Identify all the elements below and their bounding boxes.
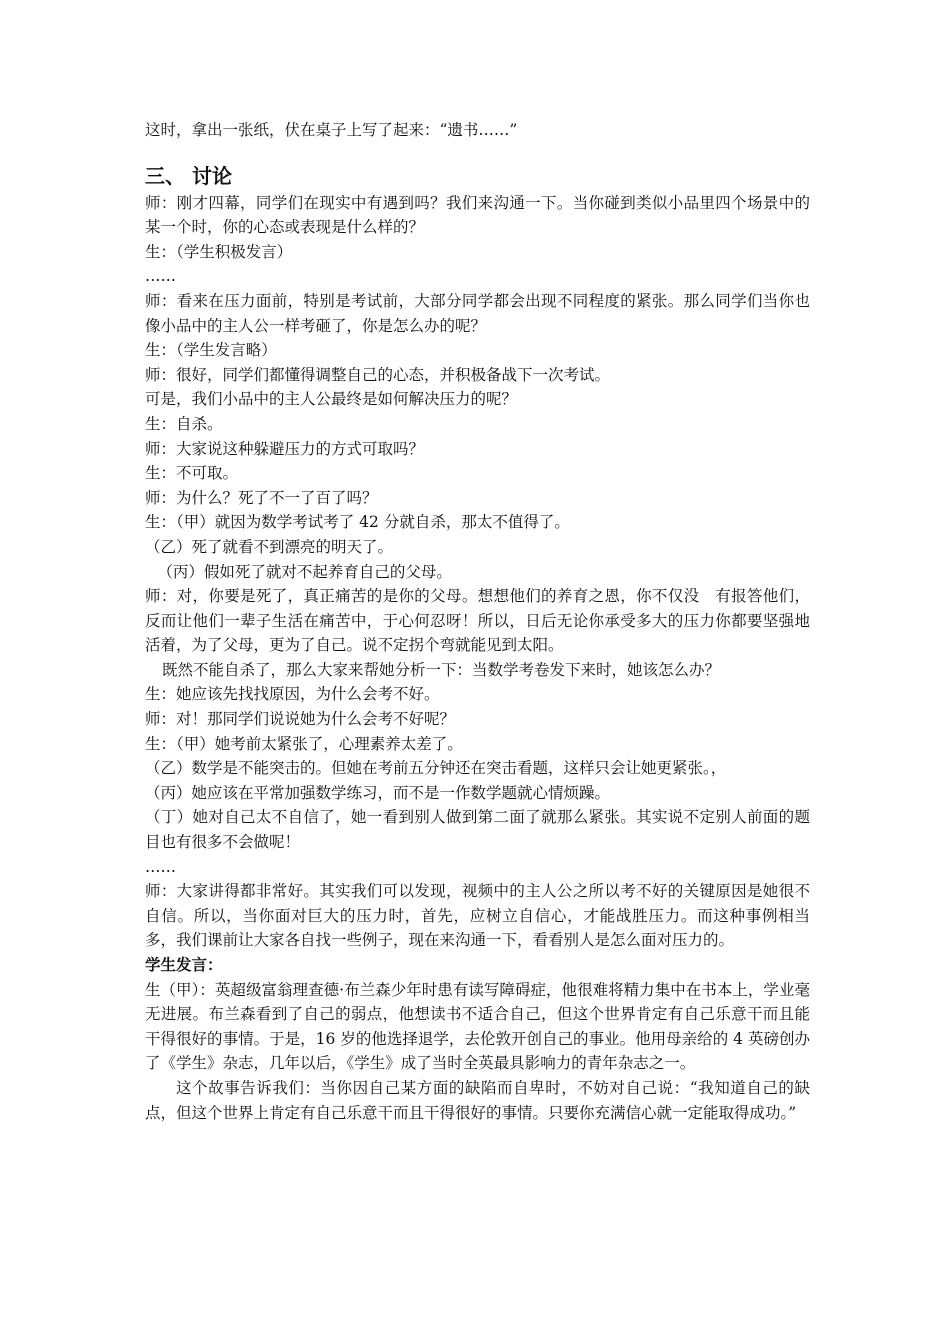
paragraph: （丁）她对自己太不自信了，她一看到别人做到第二面了就那么紧张。其实说不定别人前面的题目也有很多不会做呢！ xyxy=(145,808,810,852)
paragraph: 师：对，你要是死了，真正痛苦的是你的父母。想想他们的养育之恩，你不仅没 有报答他们，反而让他们一辈子生活在痛苦中，于心何忍呀！所以，日后无论你承受多大的压力你都要坚强地活着，为了父母，更为了自己。说不定拐个弯就能见到太阳。 xyxy=(145,587,810,655)
document-page xyxy=(145,118,810,1125)
paragraph: 生：（学生发言略） xyxy=(145,341,277,360)
paragraph: 生：自杀。 xyxy=(145,414,223,433)
paragraph: 师：大家说这种躲避压力的方式可取吗？ xyxy=(145,439,425,458)
paragraph: 生：不可取。 xyxy=(145,464,239,483)
ellipsis: …… xyxy=(145,267,176,286)
intro-line: 这时，拿出一张纸，伏在桌子上写了起来：“遗书……” xyxy=(145,121,518,139)
student-speech-label: 学生发言： xyxy=(145,956,223,974)
paragraph: 生：（甲）她考前太紧张了，心理素养太差了。 xyxy=(145,734,463,753)
paragraph: 既然不能自杀了，那么大家来帮她分析一下：当数学考卷发下来时，她该怎么办？ xyxy=(162,660,721,679)
paragraph: 师：很好，同学们都懂得调整自己的心态，并积极备战下一次考试。 xyxy=(145,365,611,384)
ellipsis: …… xyxy=(145,857,176,876)
paragraph: 师：刚才四幕，同学们在现实中有遇到吗？我们来沟通一下。当你碰到类似小品里四个场景中的某一个时，你的心态或表现是什么样的？ xyxy=(145,193,810,237)
paragraph: 师：对！那同学们说说她为什么会考不好呢？ xyxy=(145,710,456,729)
conclusion-paragraph: 这个故事告诉我们：当你因自己某方面的缺陷而自卑时，不妨对自己说：“我知道自己的缺点，但这个世界上肯定有自己乐意干而且干得很好的事情。只要你充满信心就一定能取得成功。” xyxy=(145,1078,810,1122)
paragraph: （乙）数学是不能突击的。但她在考前五分钟还在突击看题，这样只会让她更紧张。， xyxy=(145,759,727,778)
paragraph: 生：她应该先找找原因，为什么会考不好。 xyxy=(145,685,440,704)
section-heading: 三、 讨论 xyxy=(145,163,232,188)
paragraph: （丙）假如死了就对不起养育自己的父母。 xyxy=(157,562,452,581)
paragraph: （乙）死了就看不到漂亮的明天了。 xyxy=(145,537,394,556)
paragraph: 师：为什么？死了不一了百了吗？ xyxy=(145,488,378,507)
paragraph: （丙）她应该在平常加强数学练习，而不是一作数学题就心情烦躁。 xyxy=(145,783,611,802)
story-paragraph: 生（甲）：英超级富翁理查德·布兰森少年时患有读写障碍症，他很难将精力集中在书本上，学业毫无进展。布兰森看到了自己的弱点，他想读书不适合自己，但这个世界肯定有自己乐意干而且能干得很好的事情。于是，16 岁的他选择退学，去伦敦开创自己的事业。他用母亲给的 4 英磅创办了《学生》杂志，几年以后，《学生》成了当时全英最具影响力的青年杂志之一。 xyxy=(145,980,810,1073)
paragraph: 师：大家讲得都非常好。其实我们可以发现，视频中的主人公之所以考不好的关键原因是她很不自信。所以，当你面对巨大的压力时，首先，应树立自信心，才能战胜压力。而这种事例相当多，我们课前让大家各自找一些例子，现在来沟通一下，看看别人是怎么面对压力的。 xyxy=(145,882,810,950)
paragraph: 师：看来在压力面前，特别是考试前，大部分同学都会出现不同程度的紧张。那么同学们当你也像小品中的主人公一样考砸了，你是怎么办的呢？ xyxy=(145,291,810,335)
paragraph: 生：（甲）就因为数学考试考了 42 分就自杀，那太不值得了。 xyxy=(145,513,570,532)
spacer xyxy=(145,143,810,163)
paragraph: 可是，我们小品中的主人公最终是如何解决压力的呢？ xyxy=(145,390,518,409)
paragraph: 生：（学生积极发言） xyxy=(145,242,293,261)
